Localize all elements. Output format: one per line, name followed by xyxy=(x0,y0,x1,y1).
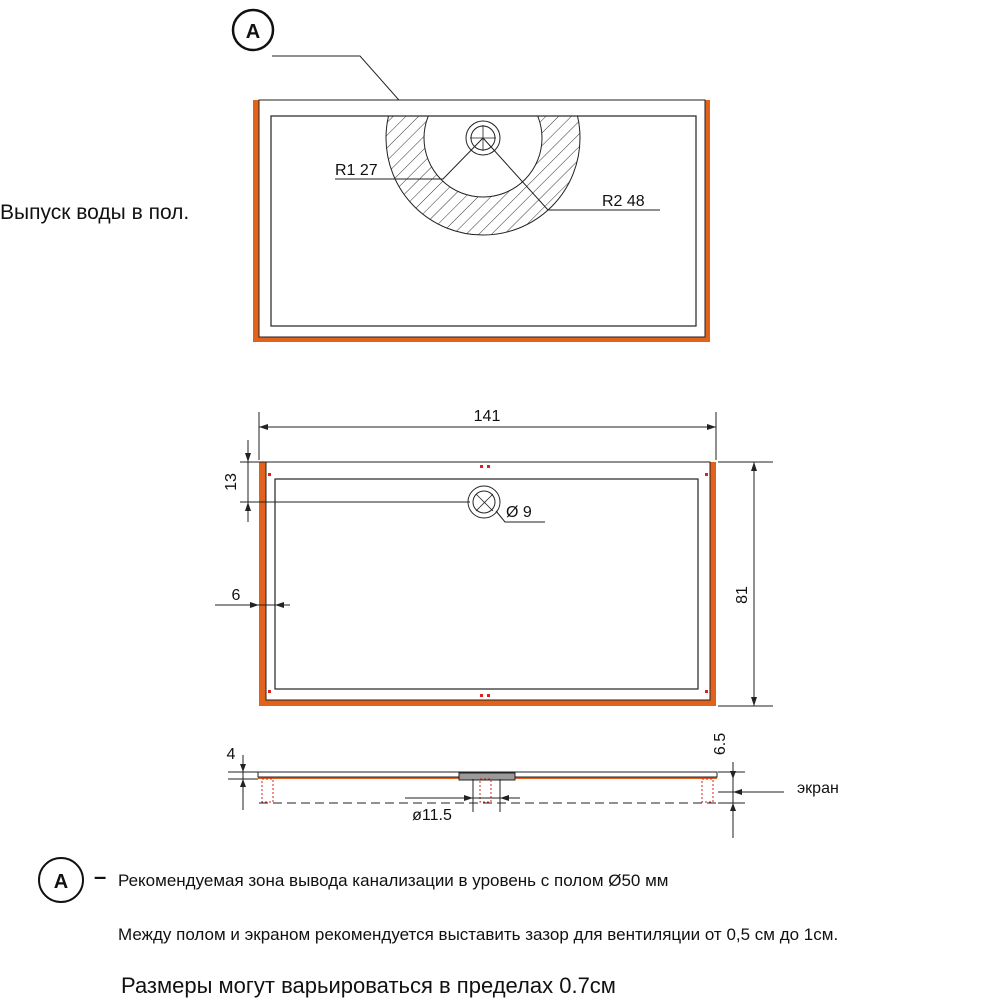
width-arrow-right xyxy=(707,424,716,430)
drain-offset-arrow-bottom xyxy=(245,502,251,511)
width-arrow-left xyxy=(259,424,268,430)
screen-arrow xyxy=(733,789,742,795)
top-view xyxy=(253,41,710,342)
rim-label: 6 xyxy=(231,587,241,604)
height-label: 81 xyxy=(734,586,751,604)
section-height-arrow-bottom xyxy=(730,803,736,811)
screen-label: экран xyxy=(797,780,839,797)
note-size-tolerance: Размеры могут варьироваться в пределах 0.7см xyxy=(121,973,616,998)
width-label: 141 xyxy=(473,408,501,425)
height-arrow-top xyxy=(751,462,757,471)
height-arrow-bottom xyxy=(751,697,757,706)
drain-offset-label: 13 xyxy=(223,473,240,491)
legend-dash: – xyxy=(94,864,107,889)
callout-a-letter: A xyxy=(245,21,261,43)
thickness-arrow-bottom xyxy=(240,779,246,787)
section-height-arrow-top xyxy=(730,771,736,779)
drain-floor-label: Выпуск воды в пол. xyxy=(0,201,190,224)
r2-label: R2 48 xyxy=(602,193,645,210)
thickness-label: 4 xyxy=(226,746,236,763)
rim-arrow-left xyxy=(250,602,259,608)
section-view xyxy=(227,733,839,838)
note-ventilation-gap: Между полом и экраном рекомендуется выставить зазор для вентиляции от 0,5 см до 1см. xyxy=(118,925,839,944)
leg-dia-arrow-right xyxy=(500,795,509,801)
section-drain-body xyxy=(459,773,515,780)
legend-a-letter: A xyxy=(53,871,69,893)
note-drain-zone: Рекомендуемая зона вывода канализации в уровень с полом Ø50 мм xyxy=(118,871,669,890)
drain-diameter-label: Ø 9 xyxy=(506,504,532,521)
r1-label: R1 27 xyxy=(335,162,378,179)
section-legs xyxy=(262,779,713,802)
leg-diameter-label: ø11.5 xyxy=(412,807,452,824)
plan-view xyxy=(215,408,773,706)
callout-a-legend xyxy=(39,858,83,902)
leg-dia-arrow-left xyxy=(464,795,473,801)
section-height-label: 6.5 xyxy=(712,732,729,756)
drain-offset-arrow-top xyxy=(245,453,251,462)
thickness-arrow-top xyxy=(240,764,246,772)
